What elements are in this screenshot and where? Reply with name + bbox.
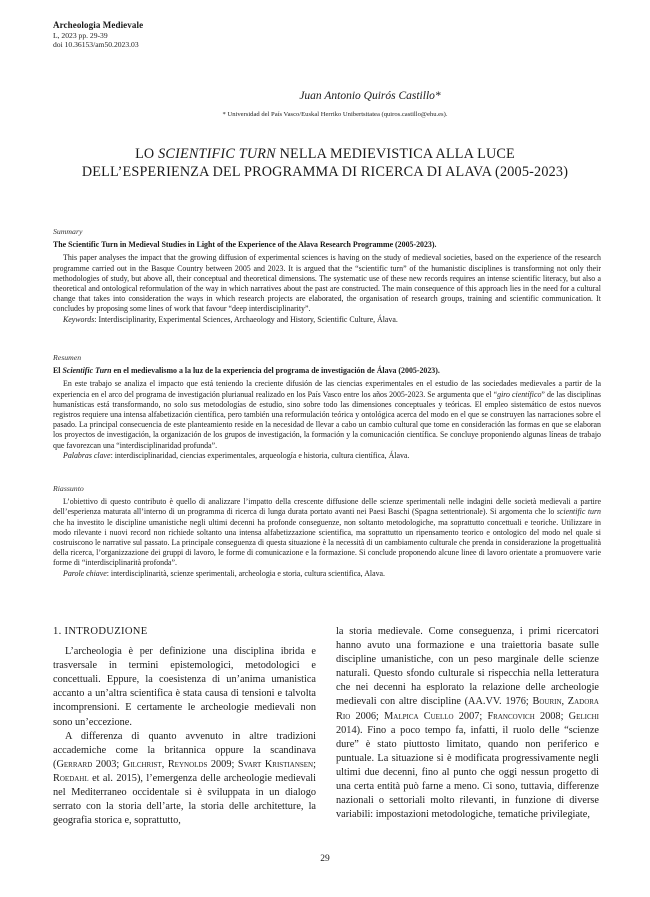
body-paragraph-1: L’archeologia è per definizione una disciplina ibrida e trasversale in termini epistemologici, metodologici e concettuali. Eppure, la coesistenza di un’anima umanistica accanto a un’altra scientifica è stata causa di tensioni e talvolta incomprensioni. E certamente le archeologie medievali non sono un’eccezione. [53, 646, 316, 728]
author-name: Juan Antonio Quirós Castillo* [299, 90, 441, 102]
body-paragraph-continued: la storia medievale. Come conseguenza, i primi ricercatori hanno avuto una formazione e una traiettoria basate sulle discipline umanistiche, con un peso marginale delle scienze naturali. Questo sfondo culturale si rispecchia nella letteratura che nei decenni ha esplorato la relazione delle archeologie medievali con altre discipline (AA.VV. 1976; Bourin, Zadora Rio 2006; Malpica Cuello 2007; Francovich 2008; Gelichi 2014). Fino a poco tempo fa, infatti, il ruolo delle “scienze dure” è stato piuttosto limitato, quando non periferico e puntuale. La situazione si è modificata progressivamente negli ultimi due decenni, fino al punto che oggi nessun progetto di una certa entità può farne a meno. Ci sono, tuttavia, differenze nazionali o settoriali molto rilevanti, in funzione di diverse variabili: impostazioni metodologiche, tematiche privilegiate, [336, 626, 600, 821]
summary-section [53, 227, 601, 325]
summary-keywords: Keywords: Interdisciplinarity, Experimental Sciences, Archaeology and History, Scientific Culture, Álava. [63, 314, 398, 324]
journal-name: Archeologia Medievale [53, 20, 144, 30]
resumen-section [53, 353, 601, 461]
body-column-right [336, 625, 599, 822]
title-line1-pre: LO [135, 146, 159, 162]
journal-doi: doi 10.36153/am50.2023.03 [53, 40, 139, 50]
author-affiliation: * Universidad del País Vasco/Euskal Herriko Unibertsitatea (quiros.castillo@ehu.es). [222, 111, 448, 118]
summary-title: The Scientific Turn in Medieval Studies in Light of the Experience of the Alava Research Programme (2005-2023). [53, 240, 437, 250]
riassunto-keywords: Parole chiave: interdisciplinarità, scienze sperimentali, archeologia e storia, cultura scientifica, Alava. [63, 568, 386, 578]
title-line2: DELL’ESPERIENZA DEL PROGRAMMA DI RICERCA DI ALAVA (2005-2023) [81, 164, 569, 180]
summary-text: This paper analyses the impact that the growing diffusion of experimental sciences is having on the study of medieval societies, based on the experience of the research programme carried out in the Basque Country between 2005 and 2023. It is argued that the “scientific turn” of the humanistic disciplines is transforming not only their methodologies of study, but above all, their conceptual and theoretical dimensions. The systematic use of these new records requires an intense scientific literacy, but also a theoretical and ontological reformulation of the way in which narratives about the past are constructed. The main consequence of this approach lies in the need for a cultural change that takes into consideration the ways in which research projects are elaborated, the organisation of research groups, training and scientific communication. It concludes by proposing some lines of work that favour “deep interdisciplinarity”. [53, 253, 601, 314]
title-line1-italic: SCIENTIFIC TURN [158, 146, 276, 162]
body-paragraph-2: A differenza di quanto avvenuto in altre tradizioni accademiche come la britannica oppure la scandinava (Gerrard 2003; Gilchrist, Reynolds 2009; Svart Kristiansen; Roedahl et al. 2015), l’emergenza delle archeologie medievali nel Mediterraneo occidentale si è sviluppata in un dialogo serrato con la storia dell’arte, la storia delle architetture, la geografia storica e, soprattutto, [53, 730, 316, 827]
resumen-keywords: Palabras clave: interdisciplinaridad, ciencias experimentales, arqueología e historia, cultura científica, Álava. [63, 450, 410, 460]
title-line1-post: NELLA MEDIEVISTICA ALLA LUCE [275, 146, 515, 162]
page-number: 29 [320, 854, 330, 864]
journal-header [53, 21, 143, 50]
journal-volume: L, 2023 pp. 29-39 [53, 30, 108, 40]
resumen-text: En este trabajo se analiza el impacto que está teniendo la creciente difusión de las ciencias experimentales en el estudio de las sociedades medievales a partir de la experiencia en el arco del programa de investigación plurianual realizado en los País Vasco entre los años 2005-2023. Se argumenta que el “giro científico” de las disciplinas humanísticas está transformando, no solo sus metodologías de estudio, sino sobre todo las dimensiones conceptuales y teóricas. El empleo sistemático de estos nuevos registros requiere una intensa alfabetización científica, pero también una reformulación teórica y ontológica acerca del modo en el que se construyen las narraciones sobre el pasado. La principal consecuencia de este planteamiento reside en la necesidad de llevar a cabo un cambio cultural que tome en consideración las formas en que se elaboran los proyectos de investigación, la organización de los grupos de investigación, la formación y la comunicación científica. Se concluye proponiendo algunas líneas de trabajo que favorezcan una “interdisciplinaridad profunda”. [53, 379, 601, 450]
riassunto-label: Riassunto [53, 484, 84, 493]
riassunto-text: L’obiettivo di questo contributo è quello di analizzare l’impatto della crescente diffusione delle scienze sperimentali nelle indagini delle società medievali a partire dell’esperienza maturata all’interno di un programma di ricerca di lunga durata portato avanti nei Paesi Baschi (Spagna settentrionale). Si argomenta che lo scientific turn che ha investito le discipline umanistiche negli ultimi decenni ha profonde conseguenze, non soltanto metodologiche, ma soprattutto concettuali e teoriche. Utilizzare in modo rilevante i nuovi record non richiede soltanto una intensa alfabetizzazione scientifica, ma soprattutto un ripensamento teorico e ontologico del modo nel quale si costruiscono le narrative sul passato. La principale conseguenza di questa situazione è la necessità di un cambiamento culturale che prenda in considerazione la progettualità della ricerca, l’organizzazione dei gruppi di lavoro, le forme di comunicazione e la formazione. Si conclude proponendo alcune linee di lavoro orientate a promuovere varie forme di “interdisciplinarità profonda”. [53, 497, 601, 568]
resumen-label: Resumen [53, 353, 82, 362]
riassunto-section [53, 484, 601, 579]
summary-label: Summary [53, 227, 83, 236]
article-title [0, 145, 650, 181]
body-column-left [53, 625, 316, 828]
section-heading: 1. INTRODUZIONE [53, 626, 148, 637]
resumen-title: El Scientific Turn en el medievalismo a la luz de la experiencia del programa de investigación de Álava (2005-2023). [53, 366, 440, 376]
